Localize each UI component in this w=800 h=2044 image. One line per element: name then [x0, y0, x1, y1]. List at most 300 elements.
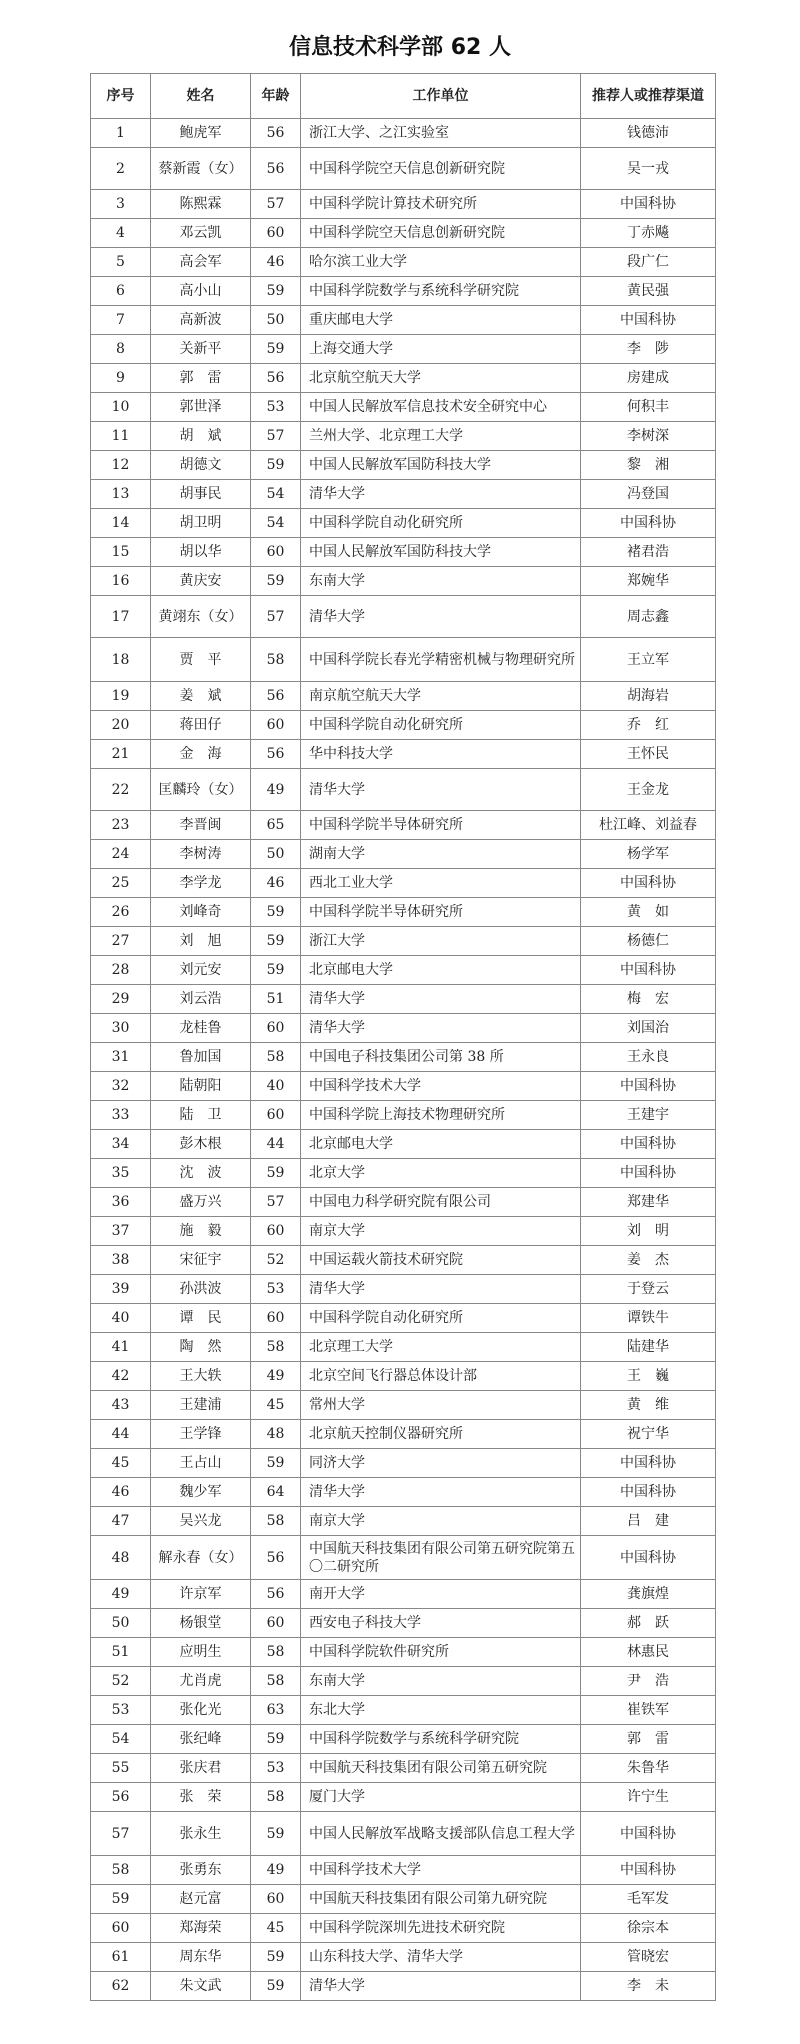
table-row: [91, 1101, 716, 1130]
row-unit: 同济大学: [301, 1449, 581, 1478]
row-number: 28: [91, 956, 151, 985]
row-age: 54: [251, 509, 301, 538]
row-recommender: 中国科协: [581, 1536, 716, 1580]
row-unit: 中国人民解放军国防科技大学: [301, 451, 581, 480]
table-row: [91, 1333, 716, 1362]
row-number: 53: [91, 1696, 151, 1725]
row-unit: 北京航空航天大学: [301, 364, 581, 393]
row-recommender: 黄 维: [581, 1391, 716, 1420]
row-name: 黄庆安: [151, 567, 251, 596]
row-name: 许京军: [151, 1580, 251, 1609]
row-number: 59: [91, 1885, 151, 1914]
table-row: [91, 1217, 716, 1246]
row-unit: 清华大学: [301, 596, 581, 638]
row-recommender: 林惠民: [581, 1638, 716, 1667]
row-unit: 华中科技大学: [301, 740, 581, 769]
row-name: 孙洪波: [151, 1275, 251, 1304]
header-age: 年龄: [251, 74, 301, 119]
row-unit: 中国科学院空天信息创新研究院: [301, 219, 581, 248]
row-name: 刘云浩: [151, 985, 251, 1014]
row-unit: 中国人民解放军信息技术安全研究中心: [301, 393, 581, 422]
row-number: 27: [91, 927, 151, 956]
table-row: [91, 1943, 716, 1972]
row-unit: 南京大学: [301, 1507, 581, 1536]
row-recommender: 祝宁华: [581, 1420, 716, 1449]
table-row: [91, 190, 716, 219]
table-row: [91, 956, 716, 985]
row-name: 施 毅: [151, 1217, 251, 1246]
row-unit: 东南大学: [301, 1667, 581, 1696]
row-number: 20: [91, 711, 151, 740]
row-number: 21: [91, 740, 151, 769]
row-age: 59: [251, 1725, 301, 1754]
row-age: 60: [251, 1217, 301, 1246]
row-recommender: 王金龙: [581, 769, 716, 811]
table-row: [91, 567, 716, 596]
row-age: 59: [251, 1449, 301, 1478]
row-recommender: 梅 宏: [581, 985, 716, 1014]
row-recommender: 刘 明: [581, 1217, 716, 1246]
row-unit: 上海交通大学: [301, 335, 581, 364]
row-recommender: 谭铁牛: [581, 1304, 716, 1333]
row-name: 陆 卫: [151, 1101, 251, 1130]
row-recommender: 王建宇: [581, 1101, 716, 1130]
row-age: 58: [251, 1667, 301, 1696]
table-row: [91, 1159, 716, 1188]
row-age: 58: [251, 1507, 301, 1536]
table-row: [91, 811, 716, 840]
row-age: 59: [251, 1159, 301, 1188]
row-number: 40: [91, 1304, 151, 1333]
table-row: [91, 451, 716, 480]
row-name: 宋征宇: [151, 1246, 251, 1275]
row-unit: 中国科学院软件研究所: [301, 1638, 581, 1667]
row-age: 53: [251, 1275, 301, 1304]
row-name: 高新波: [151, 306, 251, 335]
row-age: 60: [251, 1304, 301, 1333]
row-number: 44: [91, 1420, 151, 1449]
row-age: 58: [251, 1638, 301, 1667]
row-number: 33: [91, 1101, 151, 1130]
row-unit: 北京大学: [301, 1159, 581, 1188]
table-row: [91, 769, 716, 811]
row-number: 34: [91, 1130, 151, 1159]
row-name: 张永生: [151, 1812, 251, 1856]
row-name: 刘元安: [151, 956, 251, 985]
row-number: 12: [91, 451, 151, 480]
row-age: 60: [251, 1609, 301, 1638]
row-age: 56: [251, 740, 301, 769]
row-recommender: 黄 如: [581, 898, 716, 927]
row-name: 张纪峰: [151, 1725, 251, 1754]
row-age: 56: [251, 1580, 301, 1609]
row-unit: 北京邮电大学: [301, 1130, 581, 1159]
row-unit: 重庆邮电大学: [301, 306, 581, 335]
table-row: [91, 1304, 716, 1333]
row-number: 41: [91, 1333, 151, 1362]
row-name: 贾 平: [151, 638, 251, 682]
row-unit: 中国科学技术大学: [301, 1072, 581, 1101]
table-row: [91, 638, 716, 682]
row-recommender: 中国科协: [581, 1130, 716, 1159]
table-row: [91, 1580, 716, 1609]
row-name: 龙桂鲁: [151, 1014, 251, 1043]
row-number: 24: [91, 840, 151, 869]
row-name: 胡卫明: [151, 509, 251, 538]
row-recommender: 李 未: [581, 1972, 716, 2001]
table-row: [91, 1812, 716, 1856]
page-title: 信息技术科学部 62 人: [289, 35, 511, 60]
row-unit: 南开大学: [301, 1580, 581, 1609]
row-number: 50: [91, 1609, 151, 1638]
row-name: 应明生: [151, 1638, 251, 1667]
row-unit: 中国科学院半导体研究所: [301, 811, 581, 840]
row-number: 61: [91, 1943, 151, 1972]
row-number: 7: [91, 306, 151, 335]
row-unit: 清华大学: [301, 1275, 581, 1304]
header-recommender: 推荐人或推荐渠道: [581, 74, 716, 119]
row-recommender: 吕 建: [581, 1507, 716, 1536]
table-row: [91, 985, 716, 1014]
row-number: 18: [91, 638, 151, 682]
row-name: 沈 波: [151, 1159, 251, 1188]
row-age: 56: [251, 119, 301, 148]
table-row: [91, 422, 716, 451]
row-unit: 中国航天科技集团有限公司第五研究院: [301, 1754, 581, 1783]
row-unit: 中国电力科学研究院有限公司: [301, 1188, 581, 1217]
row-unit: 中国科学院上海技术物理研究所: [301, 1101, 581, 1130]
row-name: 关新平: [151, 335, 251, 364]
row-age: 56: [251, 1536, 301, 1580]
table-row: [91, 277, 716, 306]
row-unit: 中国航天科技集团有限公司第九研究院: [301, 1885, 581, 1914]
row-recommender: 杨学军: [581, 840, 716, 869]
table-row: [91, 509, 716, 538]
row-age: 50: [251, 306, 301, 335]
row-recommender: 郭 雷: [581, 1725, 716, 1754]
row-recommender: 中国科协: [581, 306, 716, 335]
row-unit: 兰州大学、北京理工大学: [301, 422, 581, 451]
row-number: 23: [91, 811, 151, 840]
row-unit: 北京航天控制仪器研究所: [301, 1420, 581, 1449]
row-number: 57: [91, 1812, 151, 1856]
row-age: 52: [251, 1246, 301, 1275]
row-recommender: 中国科协: [581, 190, 716, 219]
row-unit: 清华大学: [301, 1478, 581, 1507]
row-name: 李树涛: [151, 840, 251, 869]
row-name: 朱文武: [151, 1972, 251, 2001]
header-unit: 工作单位: [301, 74, 581, 119]
table-body: [91, 119, 716, 2001]
row-name: 陈熙霖: [151, 190, 251, 219]
table-row: [91, 1696, 716, 1725]
row-age: 60: [251, 1014, 301, 1043]
row-name: 蒋田仔: [151, 711, 251, 740]
row-number: 8: [91, 335, 151, 364]
row-number: 30: [91, 1014, 151, 1043]
row-number: 36: [91, 1188, 151, 1217]
row-number: 22: [91, 769, 151, 811]
row-name: 王学锋: [151, 1420, 251, 1449]
row-age: 46: [251, 248, 301, 277]
table-row: [91, 219, 716, 248]
table-row: [91, 364, 716, 393]
row-number: 60: [91, 1914, 151, 1943]
row-unit: 清华大学: [301, 480, 581, 509]
row-recommender: 管晓宏: [581, 1943, 716, 1972]
row-number: 45: [91, 1449, 151, 1478]
row-name: 胡以华: [151, 538, 251, 567]
row-number: 49: [91, 1580, 151, 1609]
row-number: 35: [91, 1159, 151, 1188]
row-unit: 中国科学院自动化研究所: [301, 1304, 581, 1333]
row-name: 姜 斌: [151, 682, 251, 711]
row-number: 10: [91, 393, 151, 422]
row-unit: 中国科学技术大学: [301, 1856, 581, 1885]
table-row: [91, 1783, 716, 1812]
row-name: 陆朝阳: [151, 1072, 251, 1101]
row-age: 58: [251, 638, 301, 682]
table-row: [91, 1188, 716, 1217]
row-age: 59: [251, 567, 301, 596]
row-age: 57: [251, 596, 301, 638]
row-name: 刘 旭: [151, 927, 251, 956]
row-name: 金 海: [151, 740, 251, 769]
row-name: 赵元富: [151, 1885, 251, 1914]
row-recommender: 刘国治: [581, 1014, 716, 1043]
row-recommender: 何积丰: [581, 393, 716, 422]
table-header-row: [91, 74, 716, 119]
table-row: [91, 1246, 716, 1275]
row-age: 56: [251, 148, 301, 190]
row-unit: 中国电子科技集团公司第 38 所: [301, 1043, 581, 1072]
table-row: [91, 1420, 716, 1449]
table-row: [91, 1362, 716, 1391]
row-recommender: 郝 跃: [581, 1609, 716, 1638]
row-number: 11: [91, 422, 151, 451]
row-number: 46: [91, 1478, 151, 1507]
row-age: 49: [251, 1362, 301, 1391]
row-number: 16: [91, 567, 151, 596]
row-number: 25: [91, 869, 151, 898]
row-age: 60: [251, 1885, 301, 1914]
row-name: 高会军: [151, 248, 251, 277]
row-age: 46: [251, 869, 301, 898]
row-number: 29: [91, 985, 151, 1014]
row-name: 郑海荣: [151, 1914, 251, 1943]
row-age: 45: [251, 1914, 301, 1943]
row-unit: 山东科技大学、清华大学: [301, 1943, 581, 1972]
table-row: [91, 1072, 716, 1101]
row-age: 59: [251, 277, 301, 306]
table-row: [91, 1478, 716, 1507]
row-recommender: 于登云: [581, 1275, 716, 1304]
row-recommender: 丁赤飚: [581, 219, 716, 248]
table-row: [91, 1043, 716, 1072]
row-unit: 北京空间飞行器总体设计部: [301, 1362, 581, 1391]
row-unit: 中国人民解放军战略支援部队信息工程大学: [301, 1812, 581, 1856]
row-age: 45: [251, 1391, 301, 1420]
row-unit: 中国科学院深圳先进技术研究院: [301, 1914, 581, 1943]
row-number: 2: [91, 148, 151, 190]
row-name: 吴兴龙: [151, 1507, 251, 1536]
row-name: 彭木根: [151, 1130, 251, 1159]
row-recommender: 郑建华: [581, 1188, 716, 1217]
row-age: 59: [251, 1943, 301, 1972]
row-age: 56: [251, 682, 301, 711]
row-recommender: 黄民强: [581, 277, 716, 306]
row-recommender: 尹 浩: [581, 1667, 716, 1696]
row-number: 47: [91, 1507, 151, 1536]
table-row: [91, 898, 716, 927]
table-row: [91, 1754, 716, 1783]
row-unit: 中国科学院长春光学精密机械与物理研究所: [301, 638, 581, 682]
row-age: 60: [251, 219, 301, 248]
row-recommender: 中国科协: [581, 956, 716, 985]
row-unit: 常州大学: [301, 1391, 581, 1420]
table-row: [91, 1885, 716, 1914]
row-age: 51: [251, 985, 301, 1014]
table-row: [91, 119, 716, 148]
row-number: 58: [91, 1856, 151, 1885]
table-row: [91, 1972, 716, 2001]
table-row: [91, 1391, 716, 1420]
row-recommender: 段广仁: [581, 248, 716, 277]
row-age: 59: [251, 1972, 301, 2001]
row-unit: 清华大学: [301, 1972, 581, 2001]
row-recommender: 崔铁军: [581, 1696, 716, 1725]
table-row: [91, 148, 716, 190]
row-unit: 清华大学: [301, 1014, 581, 1043]
row-recommender: 龚旗煌: [581, 1580, 716, 1609]
row-number: 48: [91, 1536, 151, 1580]
row-recommender: 乔 红: [581, 711, 716, 740]
row-recommender: 徐宗本: [581, 1914, 716, 1943]
row-age: 57: [251, 190, 301, 219]
row-number: 51: [91, 1638, 151, 1667]
row-age: 63: [251, 1696, 301, 1725]
row-name: 刘峰奇: [151, 898, 251, 927]
row-recommender: 杜江峰、刘益春: [581, 811, 716, 840]
row-age: 53: [251, 393, 301, 422]
row-recommender: 中国科协: [581, 1159, 716, 1188]
row-number: 39: [91, 1275, 151, 1304]
table-row: [91, 393, 716, 422]
table-row: [91, 711, 716, 740]
row-recommender: 周志鑫: [581, 596, 716, 638]
row-unit: 湖南大学: [301, 840, 581, 869]
row-recommender: 陆建华: [581, 1333, 716, 1362]
row-recommender: 中国科协: [581, 1478, 716, 1507]
row-recommender: 中国科协: [581, 509, 716, 538]
row-age: 65: [251, 811, 301, 840]
row-recommender: 中国科协: [581, 1449, 716, 1478]
row-unit: 北京理工大学: [301, 1333, 581, 1362]
row-name: 周东华: [151, 1943, 251, 1972]
table-row: [91, 1667, 716, 1696]
table-row: [91, 1856, 716, 1885]
row-number: 9: [91, 364, 151, 393]
row-unit: 西安电子科技大学: [301, 1609, 581, 1638]
row-age: 60: [251, 1101, 301, 1130]
row-recommender: 王怀民: [581, 740, 716, 769]
row-unit: 中国航天科技集团有限公司第五研究院第五〇二研究所: [301, 1536, 581, 1580]
row-name: 杨银堂: [151, 1609, 251, 1638]
row-age: 64: [251, 1478, 301, 1507]
row-number: 32: [91, 1072, 151, 1101]
row-name: 谭 民: [151, 1304, 251, 1333]
row-number: 1: [91, 119, 151, 148]
row-unit: 中国科学院自动化研究所: [301, 711, 581, 740]
row-name: 王建浦: [151, 1391, 251, 1420]
row-name: 张勇东: [151, 1856, 251, 1885]
row-unit: 清华大学: [301, 985, 581, 1014]
table-row: [91, 335, 716, 364]
header-name: 姓名: [151, 74, 251, 119]
row-unit: 东南大学: [301, 567, 581, 596]
row-recommender: 中国科协: [581, 1072, 716, 1101]
row-number: 3: [91, 190, 151, 219]
row-name: 匡麟玲（女）: [151, 769, 251, 811]
table-row: [91, 1449, 716, 1478]
row-name: 李学龙: [151, 869, 251, 898]
row-name: 陶 然: [151, 1333, 251, 1362]
row-name: 胡德文: [151, 451, 251, 480]
row-name: 李晋闽: [151, 811, 251, 840]
row-number: 5: [91, 248, 151, 277]
table-row: [91, 740, 716, 769]
row-number: 15: [91, 538, 151, 567]
row-name: 胡事民: [151, 480, 251, 509]
row-age: 48: [251, 1420, 301, 1449]
row-number: 13: [91, 480, 151, 509]
table-row: [91, 927, 716, 956]
row-name: 尤肖虎: [151, 1667, 251, 1696]
row-recommender: 胡海岩: [581, 682, 716, 711]
row-age: 59: [251, 956, 301, 985]
table-row: [91, 306, 716, 335]
row-age: 57: [251, 1188, 301, 1217]
row-number: 31: [91, 1043, 151, 1072]
header-no: 序号: [91, 74, 151, 119]
row-recommender: 李树深: [581, 422, 716, 451]
row-recommender: 中国科协: [581, 869, 716, 898]
row-number: 52: [91, 1667, 151, 1696]
row-recommender: 褚君浩: [581, 538, 716, 567]
row-recommender: 冯登国: [581, 480, 716, 509]
table-row: [91, 869, 716, 898]
table-row: [91, 840, 716, 869]
row-age: 58: [251, 1043, 301, 1072]
row-age: 58: [251, 1333, 301, 1362]
row-age: 59: [251, 335, 301, 364]
row-age: 60: [251, 538, 301, 567]
row-unit: 清华大学: [301, 769, 581, 811]
row-recommender: 李 陟: [581, 335, 716, 364]
row-unit: 厦门大学: [301, 1783, 581, 1812]
row-age: 59: [251, 927, 301, 956]
row-name: 鲍虎军: [151, 119, 251, 148]
row-age: 60: [251, 711, 301, 740]
row-age: 59: [251, 451, 301, 480]
table-row: [91, 538, 716, 567]
table-row: [91, 1536, 716, 1580]
row-number: 14: [91, 509, 151, 538]
row-name: 魏少军: [151, 1478, 251, 1507]
row-unit: 中国人民解放军国防科技大学: [301, 538, 581, 567]
table-row: [91, 1914, 716, 1943]
row-name: 张庆君: [151, 1754, 251, 1783]
